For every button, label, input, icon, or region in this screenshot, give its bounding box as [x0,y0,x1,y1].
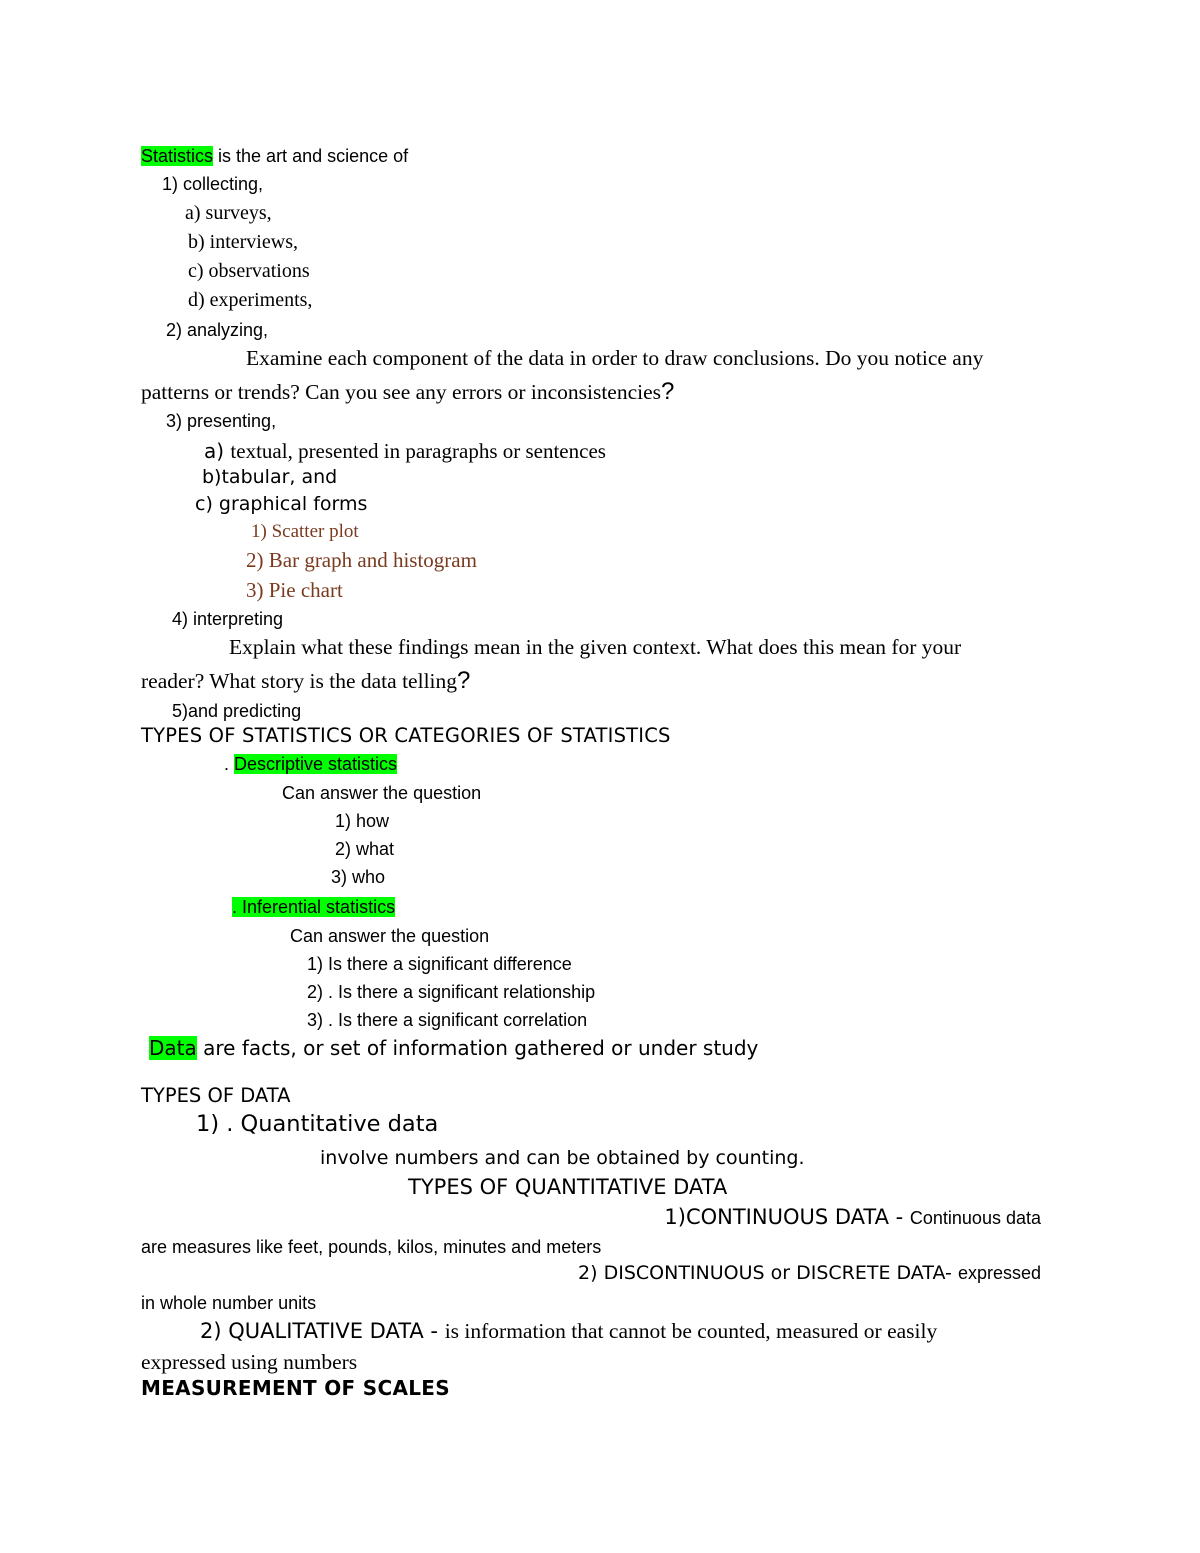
collecting-item: c) observations [188,260,310,282]
types-of-quantitative-heading: TYPES OF QUANTITATIVE DATA [408,1175,728,1199]
highlight-term-data: Data [149,1036,197,1060]
graphical-form-item: 3) Pie chart [246,578,343,602]
intro-text: is the art and science of [213,146,409,166]
qualitative-data-desc-continued: expressed using numbers [141,1350,358,1374]
discrete-data-desc-continued: in whole number units [141,1293,317,1313]
analyzing-text-2: patterns or trends? Can you see any errors or inconsistencies [141,380,662,404]
qualitative-data-desc: is information that cannot be counted, measured or easily [444,1319,938,1343]
measurement-of-scales-heading: MEASUREMENT OF SCALES [141,1376,450,1400]
qualitative-data-line [200,1319,937,1344]
discrete-data-desc: expressed [957,1263,1041,1283]
highlight-term-descriptive: Descriptive statistics [234,754,398,774]
types-of-data-heading: TYPES OF DATA [141,1084,291,1107]
question-mark: ? [661,378,675,405]
interpreting-text-2: reader? What story is the data telling [141,669,458,693]
descriptive-prefix: . [224,754,235,774]
descriptive-item: 2) what [335,839,395,859]
presenting-a-prefix: a) [204,439,231,463]
graphical-form-item: 2) Bar graph and histogram [246,548,477,572]
presenting-item-c: c) graphical forms [195,493,368,515]
continuous-data-title: 1)CONTINUOUS DATA - [664,1205,910,1229]
inferential-item: 2) . Is there a significant relationship [307,982,596,1002]
presenting-label: 3) presenting, [166,411,277,431]
graphical-form-item: 1) Scatter plot [251,521,359,542]
data-definition [149,1037,758,1060]
presenting-item-b: b)tabular, and [202,466,338,488]
collecting-label: 1) collecting, [162,174,264,194]
predicting-label: 5)and predicting [172,701,302,721]
presenting-item-a [204,439,606,464]
analyzing-text: Examine each component of the data in order to draw conclusions. Do you notice any [246,346,984,370]
continuous-data-desc: Continuous data [909,1208,1041,1228]
descriptive-heading [224,754,397,775]
continuous-data-desc-continued: are measures like feet, pounds, kilos, minutes and meters [141,1237,602,1257]
inferential-item: 3) . Is there a significant correlation [307,1010,588,1030]
highlight-term-inferential: . Inferential statistics [232,897,396,917]
question-mark: ? [457,667,471,694]
highlight-term-statistics: Statistics [141,146,214,166]
collecting-item: b) interviews, [188,231,298,253]
descriptive-item: 3) who [331,867,386,887]
descriptive-question: Can answer the question [282,783,482,803]
inferential-heading [232,897,395,918]
descriptive-item: 1) how [335,811,390,831]
analyzing-label: 2) analyzing, [166,320,269,340]
continuous-data-line [664,1205,1041,1229]
interpreting-text: Explain what these findings mean in the given context. What does this mean for your [229,635,962,659]
inferential-question: Can answer the question [290,926,490,946]
analyzing-text-continued [141,378,674,406]
collecting-item: d) experiments, [188,289,313,311]
interpreting-label: 4) interpreting [172,609,284,629]
data-definition-text: are facts, or set of information gathered or under study [196,1036,759,1060]
types-of-statistics-heading: TYPES OF STATISTICS OR CATEGORIES OF STATISTICS [141,724,671,747]
qualitative-data-title: 2) QUALITATIVE DATA - [200,1319,445,1343]
inferential-item: 1) Is there a significant difference [307,954,572,974]
quantitative-data-description: involve numbers and can be obtained by counting. [320,1147,805,1169]
discrete-data-line [578,1263,1041,1285]
collecting-item: a) surveys, [185,202,272,224]
interpreting-text-continued [141,667,470,695]
presenting-a-text: textual, presented in paragraphs or sentences [230,439,606,463]
intro-line [141,146,408,167]
discrete-data-title: 2) DISCONTINUOUS or DISCRETE DATA- [578,1262,958,1284]
quantitative-data-title: 1) . Quantitative data [196,1111,439,1137]
